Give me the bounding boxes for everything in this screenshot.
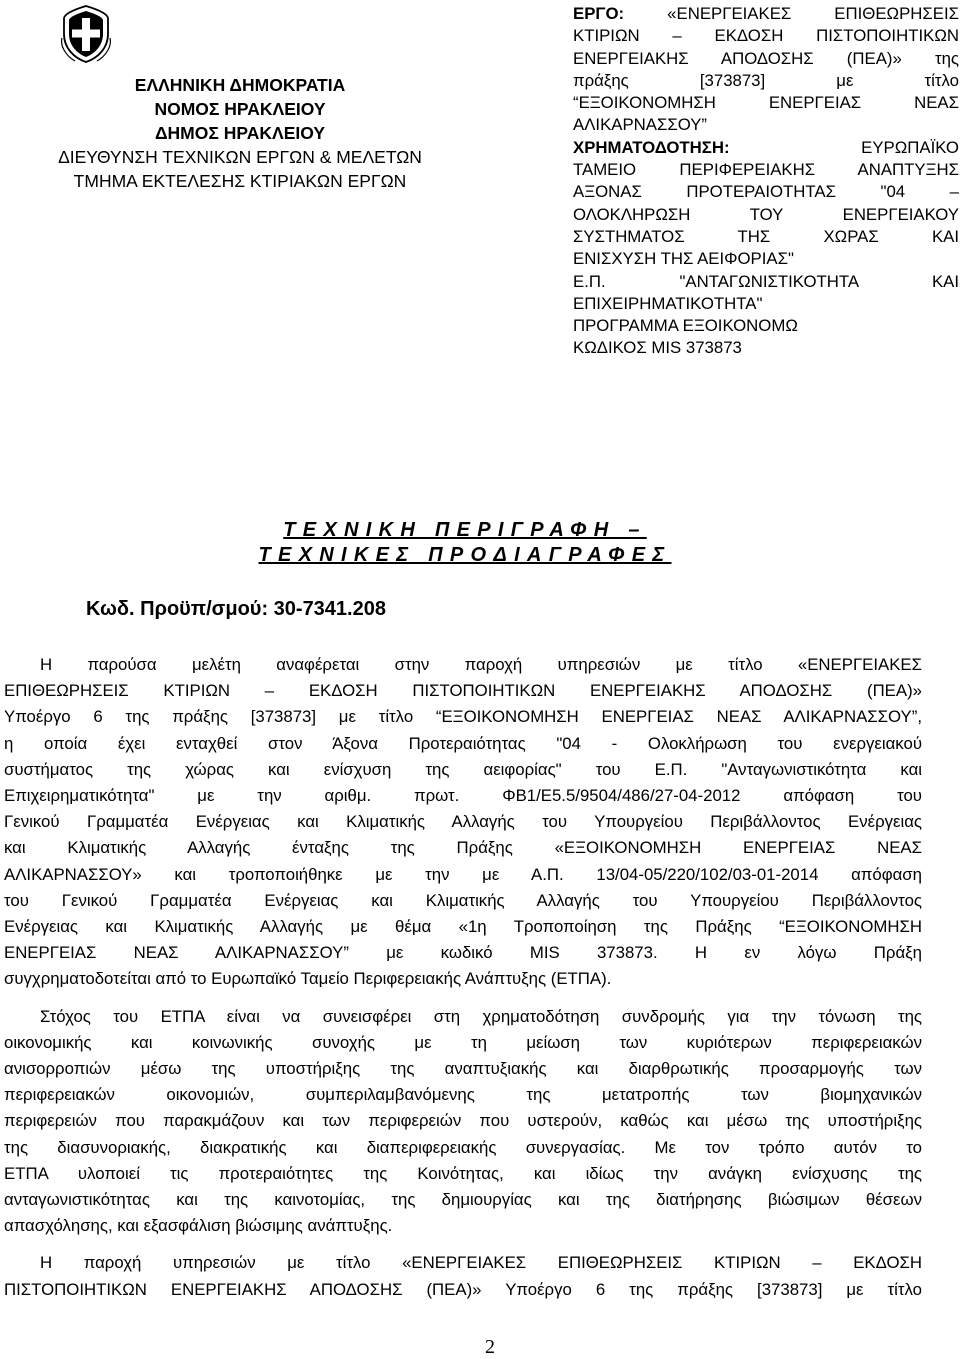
issuer-line-department: ΤΜΗΜΑ ΕΚΤΕΛΕΣΗΣ ΚΤΙΡΙΑΚΩΝ ΕΡΓΩΝ bbox=[73, 171, 407, 191]
paragraph-service bbox=[4, 1250, 922, 1302]
document-title bbox=[150, 518, 780, 568]
document-title-line-1: ΤΕΧΝΙΚΗ ΠΕΡΙΓΡΑΦΗ – bbox=[283, 519, 647, 541]
funding-line: ΟΛΟΚΛΗΡΩΣΗ ΤΟΥ ΕΝΕΡΓΕΙΑΚΟΥ bbox=[573, 204, 959, 224]
budget-code: Κωδ. Προϋπ/σμού: 30-7341.208 bbox=[86, 598, 386, 620]
paragraph-line: απασχόλησης, και εξασφάλιση βιώσιμης ανάπτυξης. bbox=[4, 1216, 393, 1236]
funding-line: ΕΝΙΣΧΥΣΗ ΤΗΣ ΑΕΙΦΟΡΙΑΣ" bbox=[573, 249, 794, 269]
project-line: ΚΤΙΡΙΩΝ – ΕΚΔΟΣΗ ΠΙΣΤΟΠΟΙΗΤΙΚΩΝ bbox=[573, 26, 959, 46]
project-label: ΕΡΓΟ: bbox=[573, 4, 625, 23]
paragraph-line: Επιχειρηματικότητα" με την αριθμ. πρωτ. ΦΒ1/Ε5.5/9504/486/27-04-2012 απόφαση του bbox=[4, 786, 922, 806]
paragraph-line: ΕΝΕΡΓΕΙΑΣ ΝΕΑΣ ΑΛΙΚΑΡΝΑΣΣΟΥ” με κωδικό MIS 373873. Η εν λόγω Πράξη bbox=[4, 943, 922, 963]
issuer-line-directorate: ΔΙΕΥΘΥΝΣΗ ΤΕΧΝΙΚΩΝ ΕΡΓΩΝ & ΜΕΛΕΤΩΝ bbox=[58, 147, 422, 167]
paragraph-line: του Γενικού Γραμματέα Ενέργειας και Κλιματικής Αλλαγής του Υπουργείου Περιβάλλοντος bbox=[4, 890, 922, 910]
paragraph-line: ΑΛΙΚΑΡΝΑΣΣΟΥ» και τροποποιήθηκε με την με Α.Π. 13/04-05/220/102/03-01-2014 απόφαση bbox=[4, 864, 922, 884]
issuer-line-republic: ΕΛΛΗΝΙΚΗ ΔΗΜΟΚΡΑΤΙΑ bbox=[134, 75, 346, 95]
funding-line: ΑΞΟΝΑΣ ΠΡΟΤΕΡΑΙΟΤΗΤΑΣ "04 – bbox=[573, 182, 959, 202]
funding-line: ΕΠΙΧΕΙΡΗΜΑΤΙΚΟΤΗΤΑ" bbox=[573, 293, 763, 313]
issuer-line-prefecture: ΝΟΜΟΣ ΗΡΑΚΛΕΙΟΥ bbox=[154, 99, 326, 119]
paragraph-line: ΕΤΠΑ υλοποιεί τις προτεραιότητες της Κοινότητας, και ιδίως την ανάγκη ενίσχυσης της bbox=[4, 1163, 922, 1183]
greek-coat-of-arms-icon bbox=[61, 4, 111, 64]
paragraph-line: ανισορροπιών μέσω της υποστήριξης της αναπτυξιακής και διαρθρωτικής προσαρμογής των bbox=[4, 1059, 922, 1079]
paragraph-line: Ενέργειας και Κλιματικής Αλλαγής με θέμα «1η Τροποποίηση της Πράξης “ΕΞΟΙΚΟΝΟΜΗΣΗ bbox=[4, 917, 922, 937]
paragraph-line: Η παρούσα μελέτη αναφέρεται στην παροχή υπηρεσιών με τίτλο «ΕΝΕΡΓΕΙΑΚΕΣ bbox=[40, 655, 922, 674]
paragraph-line: συγχρηματοδοτείται από το Ευρωπαϊκό Ταμείο Περιφερειακής Ανάπτυξης (ΕΤΠΑ). bbox=[4, 969, 612, 989]
funding-line: ΣΥΣΤΗΜΑΤΟΣ ΤΗΣ ΧΩΡΑΣ ΚΑΙ bbox=[573, 226, 959, 246]
paragraph-erdf-goal bbox=[4, 1004, 922, 1240]
project-line: ΕΝΕΡΓΕΙΑΚΗΣ ΑΠΟΔΟΣΗΣ (ΠΕΑ)» της bbox=[573, 48, 959, 68]
paragraph-line: οικονομικής και κοινωνικής συνοχής με τη μείωση των κυριότερων περιφερειακών bbox=[4, 1032, 922, 1052]
paragraph-line: Υποέργο 6 της πράξης [373873] με τίτλο “ΕΞΟΙΚΟΝΟΜΗΣΗ ΕΝΕΡΓΕΙΑΣ ΝΕΑΣ ΑΛΙΚΑΡΝΑΣΣΟΥ”, bbox=[4, 707, 922, 727]
issuer-line-municipality: ΔΗΜΟΣ ΗΡΑΚΛΕΙΟΥ bbox=[154, 123, 326, 143]
funding-line: Ε.Π. "ΑΝΤΑΓΩΝΙΣΤΙΚΟΤΗΤΑ ΚΑΙ bbox=[573, 271, 959, 291]
paragraph-line: περιφερειών που παρακμάζουν και των περιφερειών που υστερούν, καθώς και μέσω της υποστήριξης bbox=[4, 1111, 922, 1131]
paragraph-line: ΕΠΙΘΕΩΡΗΣΕΙΣ ΚΤΙΡΙΩΝ – ΕΚΔΟΣΗ ΠΙΣΤΟΠΟΙΗΤΙΚΩΝ ΕΝΕΡΓΕΙΑΚΗΣ ΑΠΟΔΟΣΗΣ (ΠΕΑ)» bbox=[4, 681, 922, 701]
project-line: πράξης [373873] με τίτλο bbox=[573, 70, 959, 90]
document-title-line-2: ΤΕΧΝΙΚΕΣ ΠΡΟΔΙΑΓΡΑΦΕΣ bbox=[258, 544, 672, 566]
issuer-block bbox=[5, 73, 475, 193]
funding-start: ΕΥΡΩΠΑΪΚΟ bbox=[729, 137, 959, 157]
paragraph-intro bbox=[4, 652, 922, 993]
page-number: 2 bbox=[485, 1336, 495, 1358]
project-title-line bbox=[573, 3, 959, 25]
paragraph-gap bbox=[4, 993, 922, 1004]
body-text bbox=[4, 652, 922, 1303]
project-line: “ΕΞΟΙΚΟΝΟΜΗΣΗ ΕΝΕΡΓΕΙΑΣ ΝΕΑΣ bbox=[573, 93, 959, 113]
paragraph-line: περιφερειακών οικονομιών, συμπεριλαμβανόμενης της μετατροπής των βιομηχανικών bbox=[4, 1085, 922, 1105]
paragraph-line: ΠΙΣΤΟΠΟΙΗΤΙΚΩΝ ΕΝΕΡΓΕΙΑΚΗΣ ΑΠΟΔΟΣΗΣ (ΠΕΑ)» Υποέργο 6 της πράξης [373873] με τίτλο bbox=[4, 1279, 922, 1299]
project-line: ΑΛΙΚΑΡΝΑΣΣΟΥ” bbox=[573, 115, 707, 135]
paragraph-line: Η παροχή υπηρεσιών με τίτλο «ΕΝΕΡΓΕΙΑΚΕΣ ΕΠΙΘΕΩΡΗΣΕΙΣ ΚΤΙΡΙΩΝ – ΕΚΔΟΣΗ bbox=[40, 1253, 922, 1273]
funding-line: ΚΩΔΙΚΟΣ MIS 373873 bbox=[573, 338, 742, 358]
project-info-block bbox=[573, 3, 959, 360]
paragraph-line: και Κλιματικής Αλλαγής ένταξης της Πράξης «ΕΞΟΙΚΟΝΟΜΗΣΗ ΕΝΕΡΓΕΙΑΣ ΝΕΑΣ bbox=[4, 838, 922, 858]
paragraph-line: της διασυνοριακής, διακρατικής και διαπεριφερειακής συνεργασίας. Με τον τρόπο αυτόν το bbox=[4, 1137, 922, 1157]
funding-label: ΧΡΗΜΑΤΟΔΟΤΗΣΗ: bbox=[573, 137, 730, 157]
paragraph-line: ανταγωνιστικότητας και της καινοτομίας, της δημιουργίας και της διατήρησης βιώσιμων θέσεων bbox=[4, 1190, 922, 1210]
funding-title-line bbox=[573, 137, 959, 159]
paragraph-line: Στόχος του ΕΤΠΑ είναι να συνεισφέρει στη χρηματοδότηση συνδρομής για την τόνωση της bbox=[40, 1006, 922, 1026]
funding-line: ΠΡΟΓΡΑΜΜΑ ΕΞΟΙΚΟΝΟΜΩ bbox=[573, 316, 798, 336]
funding-line: ΤΑΜΕΙΟ ΠΕΡΙΦΕΡΕΙΑΚΗΣ ΑΝΑΠΤΥΞΗΣ bbox=[573, 160, 959, 180]
paragraph-gap bbox=[4, 1239, 922, 1250]
project-title-start: «ΕΝΕΡΓΕΙΑΚΕΣ ΕΠΙΘΕΩΡΗΣΕΙΣ bbox=[624, 4, 959, 23]
paragraph-line: Γενικού Γραμματέα Ενέργειας και Κλιματικής Αλλαγής του Υπουργείου Περιβάλλοντος Ενέργειας bbox=[4, 812, 922, 832]
paragraph-line: η οποία έχει ενταχθεί στον Άξονα Προτεραιότητας "04 - Ολοκλήρωση του ενεργειακού bbox=[4, 733, 922, 753]
paragraph-line: συστήματος της χώρας και ενίσχυση της αειφορίας" του Ε.Π. "Ανταγωνιστικότητα και bbox=[4, 759, 922, 779]
